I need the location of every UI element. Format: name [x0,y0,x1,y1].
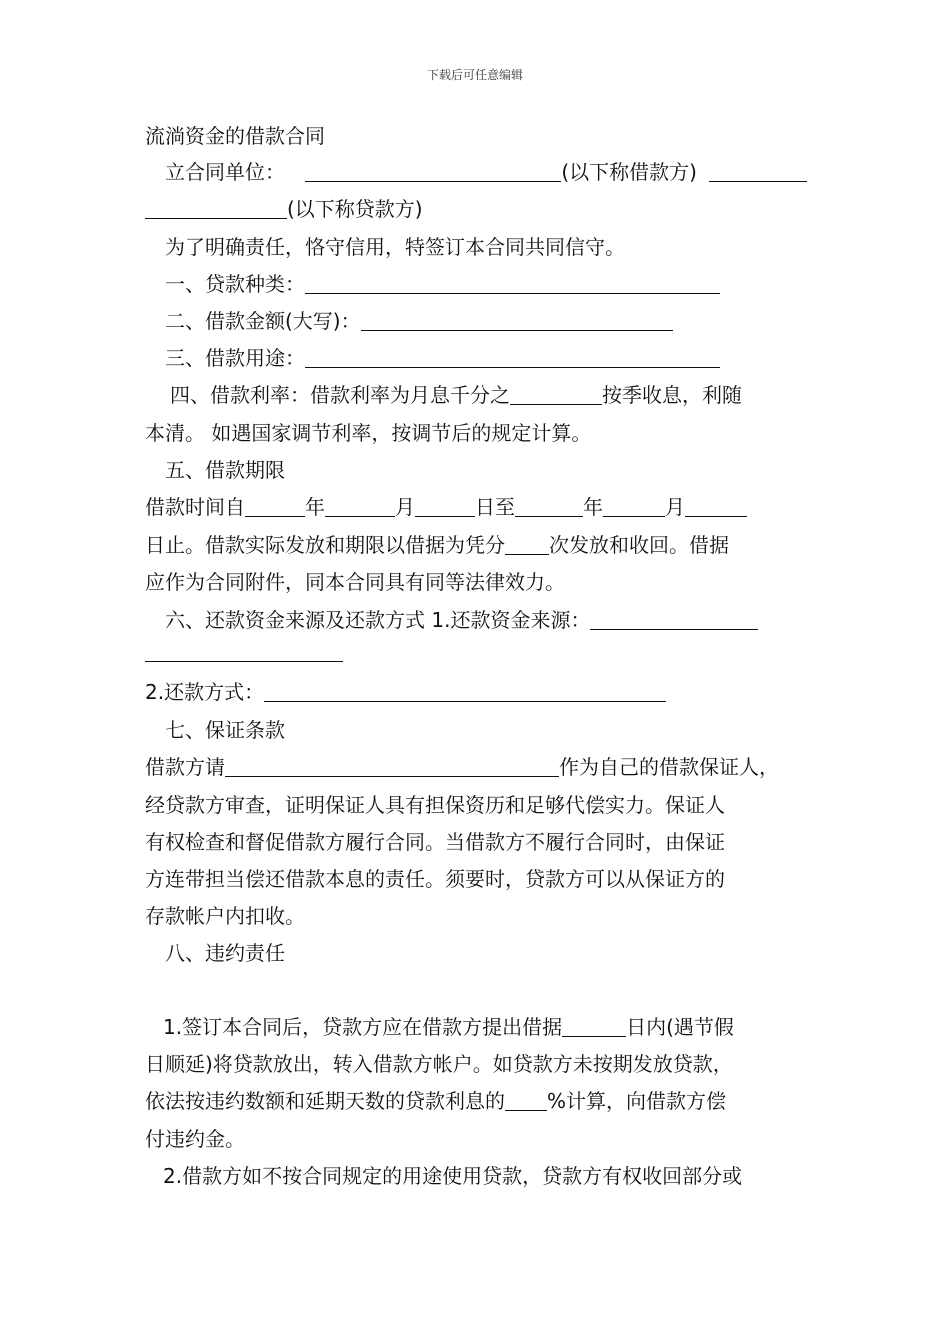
repayment-source-blank[interactable] [590,609,758,630]
end-year-blank[interactable] [515,496,583,517]
disbursement-deadline-text-a: 1.签订本合同后，贷款方应在借款方提出借据 [163,1015,563,1039]
interest-text-b: 按季收息，利随 [602,383,742,407]
disbursement-days-blank[interactable] [562,1016,626,1037]
year-label-2: 年 [583,495,603,519]
article-8-heading: 八、违约责任 [165,941,285,965]
loan-purpose-label: 三、借款用途： [165,346,305,370]
loan-purpose-blank[interactable] [305,347,720,368]
borrower-suffix: (以下称借款方) [561,160,697,184]
article-8-p1-line-1 [163,1012,810,1042]
repayment-method-blank[interactable] [264,681,666,702]
interest-rate-blank[interactable] [510,384,602,405]
end-month-blank[interactable] [603,496,665,517]
article-1 [165,269,810,299]
article-7-line-3: 有权检查和督促借款方履行合同。当借款方不履行合同时，由保证 [145,830,725,854]
penalty-percent-blank[interactable] [505,1090,547,1111]
day-to-label: 日至 [475,495,515,519]
repayment-source-blank-2[interactable] [145,641,343,662]
article-5-line-2 [145,530,810,560]
month-label: 月 [395,495,415,519]
article-8-p1-line-3 [145,1086,810,1116]
start-day-blank[interactable] [415,496,475,517]
disbursement-count-blank[interactable] [505,534,549,555]
loan-amount-label: 二、借款金额(大写)： [165,309,361,333]
article-7-line-5: 存款帐户内扣收。 [145,904,305,928]
loan-type-blank[interactable] [305,273,720,294]
disbursement-deadline-text-b: 日内(遇节假 [626,1015,734,1039]
contract-title: 流淌资金的借款合同 [145,124,325,148]
loan-type-label: 一、贷款种类： [165,272,305,296]
preamble: 为了明确责任，恪守信用，特签订本合同共同信守。 [165,235,625,259]
page-header: 下载后可任意编辑 [426,68,523,82]
penalty-text-b: %计算，向借款方偿 [547,1089,727,1113]
parties-line-2 [145,194,810,224]
article-2 [165,306,810,336]
loan-amount-blank[interactable] [361,310,673,331]
article-7-line-2: 经贷款方审查，证明保证人具有担保资历和足够代偿实力。保证人 [145,793,725,817]
repayment-source-label: 六、还款资金来源及还款方式 1.还款资金来源： [165,608,591,632]
article-7-heading: 七、保证条款 [165,718,285,742]
article-8-p2-line-1: 2.借款方如不按合同规定的用途使用贷款，贷款方有权收回部分或 [163,1164,743,1188]
month-label-2: 月 [665,495,685,519]
parties-label: 立合同单位： [165,160,285,184]
lender-blank-end[interactable] [145,198,287,219]
article-5-line-3: 应作为合同附件，同本合同具有同等法律效力。 [145,570,565,594]
penalty-text-a: 依法按违约数额和延期天数的贷款利息的 [145,1089,505,1113]
article-3 [165,343,810,373]
end-day-blank[interactable] [685,496,747,517]
guarantor-text-a: 借款方请 [145,755,225,779]
start-month-blank[interactable] [325,496,395,517]
guarantor-blank[interactable] [225,756,559,777]
guarantor-text-b: 作为自己的借款保证人， [559,755,779,779]
interest-text-a: 四、借款利率：借款利率为月息千分之 [170,383,510,407]
repayment-source-continuation [145,641,810,671]
article-8-p1-line-4: 付违约金。 [145,1127,245,1151]
parties-line [165,157,810,187]
disbursement-text-a: 日止。借款实际发放和期限以借据为凭分 [145,533,505,557]
article-7-line-1 [145,752,810,782]
lender-blank-start[interactable] [709,161,807,182]
lender-suffix: (以下称贷款方) [287,197,423,221]
article-6-heading [165,605,810,635]
disbursement-text-b: 次发放和收回。借据 [549,533,729,557]
year-label: 年 [305,495,325,519]
loan-term-line [145,492,810,522]
start-year-blank[interactable] [245,496,305,517]
loan-term-start-text: 借款时间自 [145,495,245,519]
article-4-line-1 [170,380,810,410]
article-5-heading: 五、借款期限 [165,458,285,482]
repayment-method-label: 2.还款方式： [145,680,265,704]
article-8-p1-line-2: 日顺延)将贷款放出，转入借款方帐户。如贷款方未按期发放贷款， [145,1052,733,1076]
article-7-line-4: 方连带担当偿还借款本息的责任。须要时，贷款方可以从保证方的 [145,867,725,891]
repayment-method-line [145,677,810,707]
borrower-blank[interactable] [305,161,561,182]
article-4-line-2: 本清。 如遇国家调节利率，按调节后的规定计算。 [145,421,592,445]
